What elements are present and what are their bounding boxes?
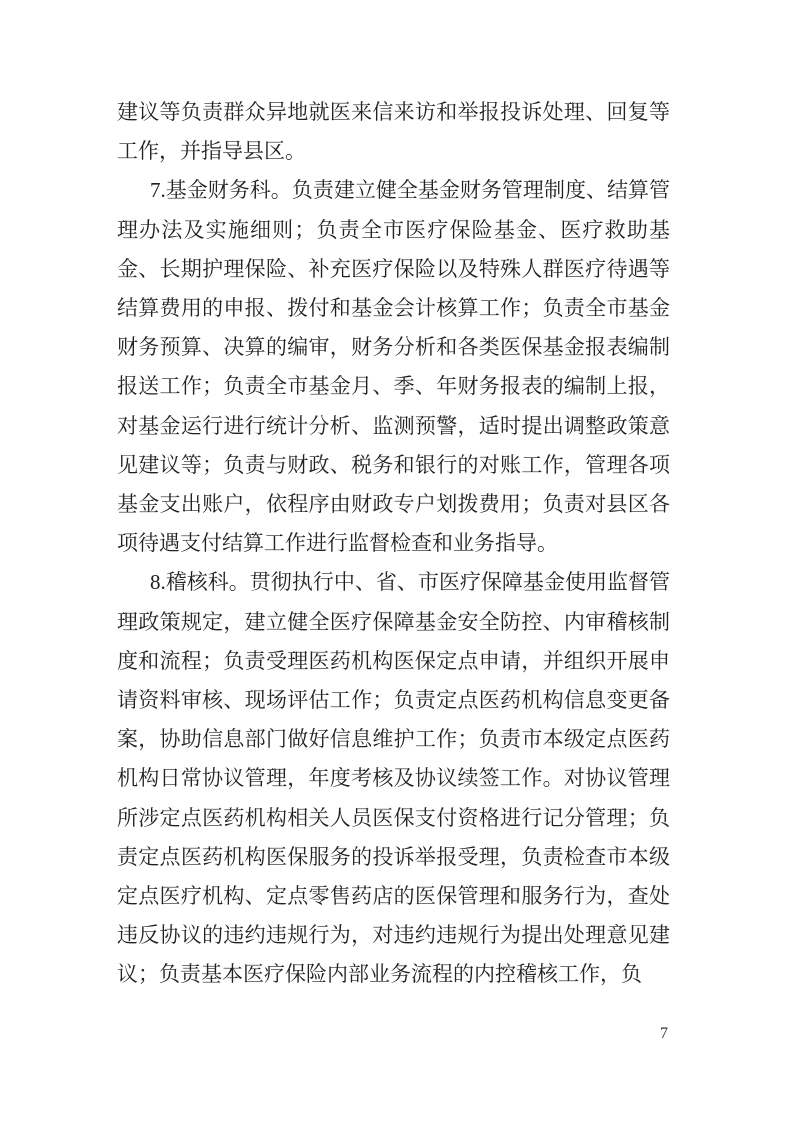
paragraph-section-7-fund-finance: 7.基金财务科。负责建立健全基金财务管理制度、结算管理办法及实施细则；负责全市医疗保险基金、医疗救助基金、长期护理保险、补充医疗保险以及特殊人群医疗待遇等结算费用的申报、拨付和基金会计核算工作；负责全市基金财务预算、决算的编审，财务分析和各类医保基金报表编制报送工作；负责全市基金月、季、年财务报表的编制上报，对基金运行进行统计分析、监测预警，适时提出调整政策意见建议等；负责与财政、税务和银行的对账工作，管理各项基金支出账户，依程序由财政专户划拨费用；负责对县区各项待遇支付结算工作进行监督检查和业务指导。	[117, 178, 670, 556]
document-body	[117, 93, 670, 995]
paragraph-continuation: 建议等负责群众异地就医来信来访和举报投诉处理、回复等工作，并指导县区。	[117, 100, 670, 164]
paragraph-section-8-audit: 8.稽核科。贯彻执行中、省、市医疗保障基金使用监督管理政策规定，建立健全医疗保障基金安全防控、内审稽核制度和流程；负责受理医药机构医保定点申请，并组织开展申请资料审核、现场评估工作；负责定点医药机构信息变更备案，协助信息部门做好信息维护工作；负责市本级定点医药机构日常协议管理，年度考核及协议续签工作。对协议管理所涉定点医药机构相关人员医保支付资格进行记分管理；负责定点医药机构医保服务的投诉举报受理，负责检查市本级定点医疗机构、定点零售药店的医保管理和服务行为，查处违反协议的违约违规行为，对违约违规行为提出处理意见建议；负责基本医疗保险内部业务流程的内控稽核工作，负	[117, 570, 670, 987]
page-number: 7	[660, 1025, 668, 1042]
